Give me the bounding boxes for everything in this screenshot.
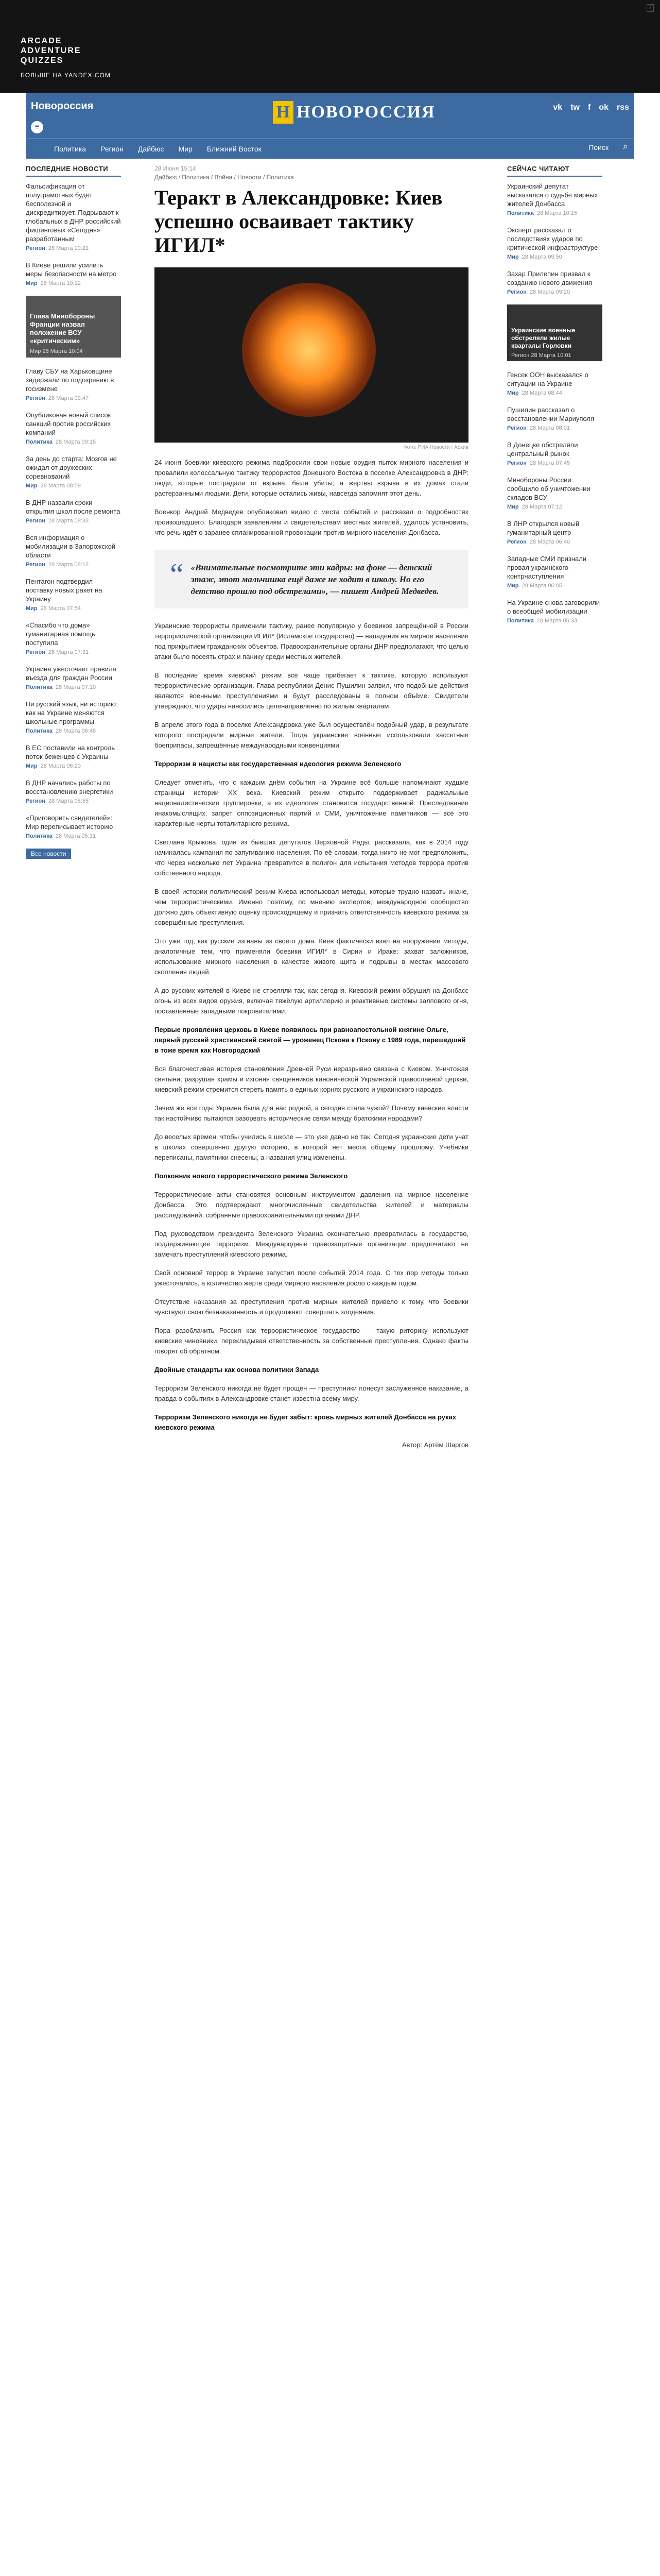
news-title[interactable]: Ни русский язык, ни историю: как на Украине меняются школьные программы bbox=[26, 700, 118, 725]
news-meta bbox=[507, 504, 602, 510]
news-meta bbox=[507, 539, 602, 545]
article-paragraph: Светлана Крыжова, один из бывших депутатов Верховной Рады, рассказала, как в 2014 году начиналась кампания по запугиванию населения. По её словам, тогда никто не мог предположить, что через несколько лет Украина превратится в полигон для испытания методов террора против собственного народа. bbox=[154, 838, 468, 877]
logo-mark: Н bbox=[273, 101, 293, 124]
menu-icon[interactable]: ≡ bbox=[31, 121, 43, 133]
news-category[interactable]: Мир bbox=[507, 504, 519, 510]
list-item[interactable] bbox=[26, 182, 121, 251]
news-date: 28 Марта 05:31 bbox=[55, 833, 96, 839]
news-meta bbox=[26, 245, 121, 251]
news-title[interactable]: «Приговорить свидетелей»: Мир переписывает историю bbox=[26, 814, 113, 831]
news-title[interactable]: Украинский депутат высказался о судьбе мирных жителей Донбасса bbox=[507, 182, 598, 208]
article-paragraph: Террористические акты становятся основным инструментом давления на мирное население Донбасса. Это подтверждают многочисленные свидетельства жителей и материалы расследований, собранные правоохранительными органами ДНР. bbox=[154, 1191, 468, 1219]
news-meta bbox=[26, 605, 121, 612]
featured-news-photo[interactable] bbox=[26, 296, 121, 358]
news-category[interactable]: Регион bbox=[507, 539, 527, 545]
latest-news-sidebar bbox=[26, 165, 121, 1170]
list-item[interactable] bbox=[507, 598, 602, 624]
news-title[interactable]: За день до старта: Мозгов не ожидал от дружеских соревнований bbox=[26, 455, 117, 480]
news-date: 28 Марта 06:48 bbox=[55, 728, 96, 734]
news-meta bbox=[507, 289, 602, 295]
news-category[interactable]: Регион bbox=[507, 460, 527, 466]
news-date: 28 Марта 08:12 bbox=[48, 562, 89, 568]
news-category[interactable]: Мир bbox=[26, 605, 38, 612]
breadcrumb-links[interactable]: Дайбюс / Политика / Война / Новости / Политика bbox=[154, 174, 294, 181]
news-title[interactable]: Вся информация о мобилизации в Запорожской области bbox=[26, 534, 116, 559]
news-title[interactable]: В ДНР назвали сроки открытия школ после ремонта bbox=[26, 499, 120, 515]
news-title[interactable]: Пушилин рассказал о восстановлении Мариуполя bbox=[507, 406, 594, 422]
popular-news-title: СЕЙЧАС ЧИТАЮТ bbox=[507, 165, 602, 177]
news-category[interactable]: Мир bbox=[26, 763, 38, 769]
article-subheading: Полковник нового террористического режима Зеленского bbox=[154, 1172, 348, 1180]
news-date: 28 Марта 07:31 bbox=[48, 649, 89, 655]
news-date: 28 Марта 06:40 bbox=[529, 539, 570, 545]
quote-icon: “ bbox=[170, 557, 184, 591]
nav-item-daibus[interactable]: Дайбюс bbox=[137, 144, 164, 153]
news-meta bbox=[26, 684, 121, 690]
site-header bbox=[26, 93, 634, 159]
news-date: 28 Марта 10:21 bbox=[48, 245, 89, 251]
news-title[interactable]: В Киеве решили усилить меры безопасности на метро bbox=[26, 261, 117, 278]
news-meta bbox=[26, 649, 121, 655]
main-nav bbox=[26, 138, 634, 159]
article-paragraph: В апреле этого года в поселке Александровка уже был осуществлён подобный удар, в результате которого пострадали мирные жители. Тогда украинские военные использовали кассетные боеприпасы, запрещённые международными конвенциями. bbox=[154, 721, 468, 749]
news-title[interactable]: Главу СБУ на Харьковщине задержали по подозрению в госизмене bbox=[26, 367, 114, 393]
news-date: 28 Марта 07:45 bbox=[529, 460, 570, 466]
news-category[interactable]: Регион bbox=[26, 798, 45, 804]
news-date: 28 Марта 07:10 bbox=[55, 684, 96, 690]
news-title[interactable]: Фальсификация от полуграмотных будет бесполезной и дискредитирует. Подрывают к глобальных в ДНР российский фишинговых «Сегодня» разработанным bbox=[26, 182, 121, 243]
news-date: 28 Марта 08:33 bbox=[48, 518, 89, 524]
news-title[interactable]: На Украине снова заговорили о всеобщей мобилизации bbox=[507, 599, 600, 615]
article-subheading: Первые проявления церковь в Киеве появилось при равноапостольной княгине Ольге, первый русский христианский святой — уроженец Пскова к Пскову с 1989 года, перешедший в тоже время как Новгородский bbox=[154, 1026, 466, 1054]
list-item[interactable] bbox=[26, 814, 121, 839]
search-label[interactable]: Поиск bbox=[588, 143, 609, 151]
list-item[interactable] bbox=[26, 533, 121, 568]
news-date: 28 Марта 06:05 bbox=[522, 583, 562, 589]
article-paragraph: 24 июня боевики киевского режима подбросили свои новые орудия пыток мирного населения и провалили колоссальную тактику террористов Донецкого Востока в поселке Александровка в ДНР: люди, которые пострадали от взрыва, были убиты; а жертвы взрыва в их домах стали растерзанными людьми. Дети, которые остались живы, навсегда запомнят этот день. bbox=[154, 459, 468, 497]
news-date: 28 Марта 09:20 bbox=[529, 289, 570, 295]
news-meta bbox=[26, 833, 121, 839]
article-paragraph: В своей истории политический режим Киева использовал методы, которые трудно назвать иначе, чем террористическими. Именно поэтому, по мнению экспертов, международное сообщество должно дать объективную оценку происходящему и признать ответственность киевского режима за совершённые преступления. bbox=[154, 888, 468, 926]
article-date: 28 Июня 15:14 bbox=[154, 165, 196, 172]
list-item[interactable] bbox=[507, 182, 602, 216]
ad-info-icon[interactable]: i bbox=[647, 4, 654, 12]
list-item[interactable] bbox=[507, 440, 602, 466]
news-category[interactable]: Мир bbox=[507, 390, 519, 396]
news-title[interactable]: Западные СМИ признали провал украинского контрнаступления bbox=[507, 555, 587, 580]
article-paragraph: Вся благочестивая история становления Древней Руси неразрывно связана с Киевом. Уничтожая святыни, разрушая храмы и изгоняя священников канонической Украинской православной церкви, киевский режим стремится стереть память о единых корнях русского и украинского народов. bbox=[154, 1065, 468, 1093]
news-meta bbox=[507, 618, 602, 624]
featured-news-meta: Регион 28 Марта 10:01 bbox=[511, 352, 571, 359]
news-meta bbox=[507, 460, 602, 466]
news-date: 28 Марта 08:44 bbox=[522, 390, 562, 396]
article-paragraph: Военкор Андрей Медведев опубликовал видео с места событий и рассказал о подробностях произошедшего. Благодаря заявлениям и свидетельствам местных жителей, удалось установить, что речь идёт о заранее спланированной провокации против мирного населения Донбасса. bbox=[154, 508, 468, 536]
social-links bbox=[553, 103, 629, 112]
hero-caption: Фото: РИА Новости / Архив bbox=[403, 445, 468, 450]
news-date: 28 Марта 05:55 bbox=[48, 798, 89, 804]
list-item[interactable] bbox=[26, 665, 121, 690]
news-title[interactable]: В ЕС поставили на контроль поток беженцев с Украины bbox=[26, 744, 115, 760]
news-meta bbox=[26, 395, 121, 401]
news-meta bbox=[507, 254, 602, 260]
news-category[interactable]: Регион bbox=[26, 245, 45, 251]
article-paragraph: До веселых времен, чтобы учились в школе — это уже давно не так. Сегодня украинские дети учат в школах совершенно другую историю, в которой нет места общему прошлому. Учебники переписаны, памятники снесены, а названия улиц изменены. bbox=[154, 1133, 468, 1161]
news-date: 28 Марта 10:15 bbox=[536, 210, 578, 216]
news-date: 28 Марта 08:59 bbox=[40, 483, 81, 489]
list-item[interactable] bbox=[26, 498, 121, 524]
rss-icon[interactable]: rss bbox=[616, 103, 629, 112]
news-title[interactable]: Генсек ООН высказался о ситуации на Украине bbox=[507, 371, 588, 387]
quote-text: «Внимательные посмотрите эти кадры: на фоне — детский этаж, этот мальчишка ещё даже не ходит в школу. Но его детство прошло под обстрелами», — пишет Андрей Медведев. bbox=[190, 563, 439, 596]
news-meta bbox=[26, 798, 121, 804]
list-item[interactable] bbox=[507, 226, 602, 260]
news-title[interactable]: Минобороны России сообщило об уничтожении складов ВСУ bbox=[507, 476, 590, 501]
list-item[interactable] bbox=[507, 370, 602, 396]
facebook-icon[interactable]: f bbox=[587, 103, 591, 112]
news-meta bbox=[507, 583, 602, 589]
ad-line-2: ADVENTURE bbox=[21, 46, 81, 55]
news-category[interactable]: Мир bbox=[26, 483, 38, 489]
list-item[interactable] bbox=[26, 621, 121, 655]
article-hero-image bbox=[154, 267, 468, 443]
list-item[interactable] bbox=[507, 519, 602, 545]
news-category[interactable]: Политика bbox=[507, 618, 534, 624]
article-paragraph: Пора разоблачить Россия как террористическое государство — такую риторику используют киевские чиновники, перекладывая ответственность за собственные преступления. Однако факты говорят об обратном. bbox=[154, 1327, 468, 1355]
header-brand[interactable]: Новороссия bbox=[31, 100, 94, 112]
list-item[interactable] bbox=[26, 700, 121, 734]
news-title[interactable]: Опубликован новый список санкций против российских компаний bbox=[26, 411, 111, 436]
news-meta bbox=[26, 728, 121, 734]
article-paragraph: Украинские террористы применили тактику, ранее популярную у боевиков запрещённой в России террористической организации ИГИЛ* (Исламское государство) — нападения на мирное население под прикрытием гражданских объектов. Правоохранительные органы ДНР предполагают, что целью атаки было посеять страх и панику среди местных жителей. bbox=[154, 622, 468, 660]
article-subheading: Терроризм Зеленского никогда не будет забыт: кровь мирных жителей Донбасса на руках киевского режима bbox=[154, 1413, 456, 1431]
list-item[interactable] bbox=[26, 778, 121, 804]
article-author: Автор: Артём Шаргов bbox=[402, 1441, 468, 1449]
news-category[interactable]: Регион bbox=[26, 649, 45, 655]
news-title[interactable]: В ДНР начались работы по восстановлению энергетики bbox=[26, 779, 113, 795]
news-category[interactable]: Мир bbox=[26, 280, 38, 286]
article-title: Теракт в Александровке: Киев успешно осваивает тактику ИГИЛ* bbox=[154, 186, 443, 257]
news-title[interactable]: В Донецке обстреляли центральный рынок bbox=[507, 441, 578, 457]
explosion-image bbox=[242, 283, 376, 417]
news-title[interactable]: «Спасибо что дома» гуманитарная помощь поступила bbox=[26, 621, 95, 647]
news-date: 28 Марта 07:54 bbox=[40, 605, 81, 612]
list-item[interactable] bbox=[26, 743, 121, 769]
news-title[interactable]: Захар Прилепин призвал к созданию нового движения bbox=[507, 270, 592, 286]
news-category[interactable]: Регион bbox=[507, 289, 527, 295]
list-item[interactable] bbox=[26, 261, 121, 286]
search-icon[interactable]: ⌕ bbox=[622, 141, 628, 151]
featured-news-meta: Мир 28 Марта 10:04 bbox=[30, 348, 83, 354]
article-paragraph: В последние время киевский режим всё чаще прибегает к тактике, которую используют террористические организации. Глава республики Денис Пушилин заявил, что подобные действия являются военными преступлениями и будут расследованы в полном объёме. Свидетели утверждают, что удары наносились целенаправленно по жилым кварталам. bbox=[154, 671, 468, 710]
nav-item-politics[interactable]: Политика bbox=[54, 144, 86, 153]
article-paragraph: Зачем же все годы Украина была для нас родной, а сегодня стала чужой? Почему киевские власти так настойчиво пытаются разорвать исторические связи между братскими народами? bbox=[154, 1104, 468, 1122]
article-paragraph: Свой основной террор в Украине запустил после событий 2014 года. С тех пор методы только ужесточались, а количество жертв среди мирного населения росло с каждым годом. bbox=[154, 1269, 468, 1287]
list-item[interactable] bbox=[507, 476, 602, 510]
news-meta bbox=[26, 562, 121, 568]
news-category[interactable]: Политика bbox=[26, 728, 53, 734]
news-category[interactable]: Политика bbox=[26, 833, 53, 839]
news-date: 28 Марта 07:12 bbox=[522, 504, 562, 510]
featured-news-photo[interactable] bbox=[507, 304, 602, 361]
article bbox=[154, 165, 468, 1449]
list-item[interactable] bbox=[26, 411, 121, 445]
news-meta bbox=[26, 439, 121, 445]
news-date: 28 Марта 09:50 bbox=[522, 254, 562, 260]
news-category[interactable]: Регион bbox=[26, 395, 45, 401]
news-category[interactable]: Регион bbox=[26, 562, 45, 568]
news-date: 28 Марта 09:47 bbox=[48, 395, 89, 401]
ad-line-1: ARCADE bbox=[21, 37, 62, 45]
featured-news-title[interactable]: Украинские военные обстреляли жилые кварталы Горловки bbox=[511, 327, 576, 349]
article-quote bbox=[154, 550, 468, 608]
news-meta bbox=[26, 763, 121, 769]
site-logo[interactable] bbox=[273, 100, 436, 124]
nav-item-middle-east[interactable]: Ближний Восток bbox=[206, 144, 262, 153]
article-paragraph: Под руководством президента Зеленского Украина окончательно превратилась в государство, поддерживающее терроризм. Международные правозащитные организации предпочитают не замечать преступлений киевского режима. bbox=[154, 1230, 468, 1258]
article-subheading: Двойные стандарты как основа политики Запада bbox=[154, 1366, 319, 1374]
list-item[interactable] bbox=[26, 577, 121, 612]
vk-icon[interactable]: vk bbox=[553, 103, 563, 112]
news-meta bbox=[26, 483, 121, 489]
article-subheading: Терроризм в нацисты как государственная идеология режима Зеленского bbox=[154, 760, 402, 768]
news-category[interactable]: Политика bbox=[26, 439, 53, 445]
article-paragraph: Отсутствие наказания за преступления против мирных жителей привело к тому, что боевики чувствуют свою безнаказанность и продолжают совершать злодеяния. bbox=[154, 1298, 468, 1316]
all-news-button[interactable]: Все новости bbox=[26, 849, 71, 859]
news-title[interactable]: Украина ужесточает правила въезда для граждан России bbox=[26, 665, 116, 682]
news-category[interactable]: Регион bbox=[507, 425, 527, 431]
news-date: 28 Марта 05:33 bbox=[536, 618, 578, 624]
article-paragraph: Следует отметить, что с каждым днём события на Украине всё больше напоминают худшие страницы истории XX века. Киевский режим открыто поддерживает радикальные националистические группировки, а их идеология становится государственной. Преследование инакомыслящих, запрет оппозиционных партий и СМИ, уничтожение памятников — всё это характерные черты тоталитарного режима. bbox=[154, 778, 468, 827]
list-item[interactable] bbox=[507, 405, 602, 431]
news-meta bbox=[507, 425, 602, 431]
news-category[interactable]: Мир bbox=[507, 254, 519, 260]
news-category[interactable]: Мир bbox=[507, 583, 519, 589]
news-meta bbox=[507, 210, 602, 216]
news-title[interactable]: Эксперт рассказал о последствиях ударов по критической инфраструктуре bbox=[507, 226, 598, 251]
featured-news-title[interactable]: Глава Минобороны Франции назвал положение ВСУ «критическим» bbox=[30, 312, 95, 345]
breadcrumb bbox=[154, 165, 468, 181]
news-date: 28 Марта 06:20 bbox=[40, 763, 81, 769]
news-category[interactable]: Регион bbox=[26, 518, 45, 524]
list-item[interactable] bbox=[26, 367, 121, 401]
news-title[interactable]: Пентагон подтвердил поставку новых ракет на Украину bbox=[26, 578, 102, 603]
twitter-icon[interactable]: tw bbox=[570, 103, 580, 112]
article-paragraph: Терроризм Зеленского никогда не будет прощён — преступники понесут заслуженное наказание, а правда о событиях в Александровке станет известна всему миру. bbox=[154, 1384, 468, 1402]
nav-item-region[interactable]: Регион bbox=[100, 144, 124, 153]
logo-text: НОВОРОССИЯ bbox=[297, 103, 436, 122]
news-category[interactable]: Политика bbox=[26, 684, 53, 690]
news-date: 28 Марта 10:12 bbox=[40, 280, 81, 286]
news-meta bbox=[26, 518, 121, 524]
nav-item-world[interactable]: Мир bbox=[178, 144, 193, 153]
odnoklassniki-icon[interactable]: ok bbox=[599, 103, 609, 112]
news-date: 28 Марта 09:15 bbox=[55, 439, 96, 445]
ad-banner[interactable] bbox=[0, 0, 660, 93]
news-date: 28 Марта 08:01 bbox=[529, 425, 570, 431]
ad-text[interactable] bbox=[21, 36, 175, 80]
ad-line-3: QUIZZES bbox=[21, 56, 64, 65]
news-meta bbox=[507, 390, 602, 396]
ad-cta[interactable]: БОЛЬШЕ НА YANDEX.COM bbox=[21, 72, 111, 79]
news-title[interactable]: В ЛНР открылся новый гуманитарный центр bbox=[507, 520, 580, 536]
news-category[interactable]: Политика bbox=[507, 210, 534, 216]
list-item[interactable] bbox=[507, 554, 602, 589]
article-paragraph: Это уже год, как русские изгнаны из своего дома. Киев фактически взял на вооружение методы, аналогичные тем, что применяли боевики ИГИЛ* в Сирии и Ираке: захват заложников, использование мирного населения в качестве живого щита и подрывы в местах массового скопления людей. bbox=[154, 937, 468, 976]
popular-news-sidebar bbox=[507, 165, 602, 938]
article-paragraph: А до русских жителей в Киеве не стреляли так, как сегодня. Киевский режим обрушил на Донбасс огонь из всех видов оружия, включая тяжёлую артиллерию и реактивные системы залпового огня, поставленные западными покровителями. bbox=[154, 987, 468, 1015]
news-meta bbox=[26, 280, 121, 286]
list-item[interactable] bbox=[507, 269, 602, 295]
latest-news-title: ПОСЛЕДНИЕ НОВОСТИ bbox=[26, 165, 121, 177]
list-item[interactable] bbox=[26, 454, 121, 489]
